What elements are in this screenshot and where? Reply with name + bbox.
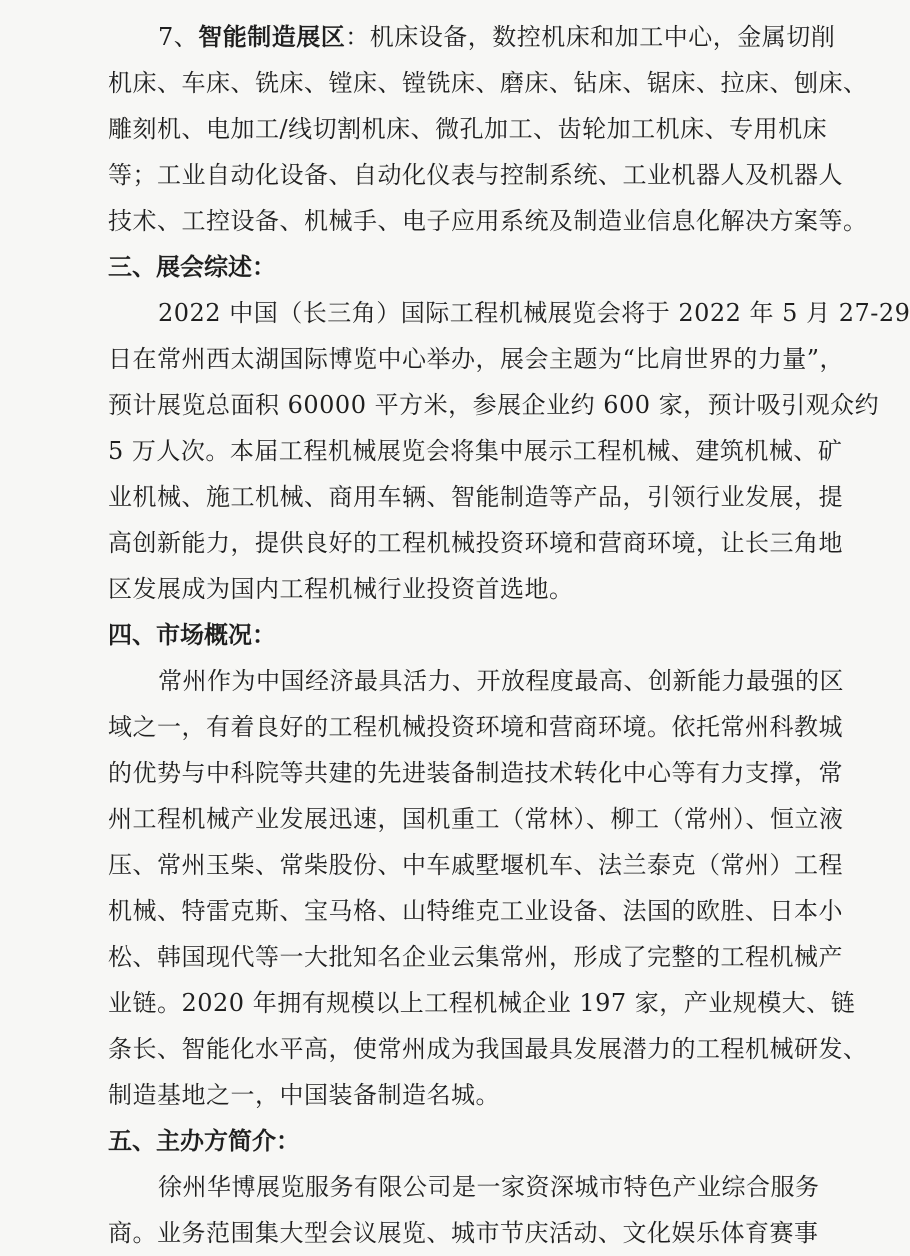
section-3-line: 日在常州西太湖国际博览中心举办，展会主题为“比肩世界的力量”， <box>108 345 845 373</box>
section-4-line: 松、韩国现代等一大批知名企业云集常州，形成了完整的工程机械产 <box>108 943 843 971</box>
section-4-line: 制造基地之一，中国装备制造名城。 <box>108 1081 500 1109</box>
section-4-line: 常州作为中国经济最具活力、开放程度最高、创新能力最强的区 <box>158 667 844 695</box>
section-3-line: 2022 中国（长三角）国际工程机械展览会将于 2022 年 5 月 27-29 <box>158 299 910 327</box>
item-7-first-line <box>108 14 836 60</box>
item-7-line: 雕刻机、电加工/线切割机床、微孔加工、齿轮加工机床、专用机床 <box>108 115 828 143</box>
section-4 <box>108 612 868 1118</box>
item-7-line-0: ：机床设备，数控机床和加工中心，金属切削 <box>345 23 836 51</box>
section-5-heading: 五、主办方简介： <box>108 1126 300 1155</box>
section-3 <box>108 244 910 612</box>
section-5 <box>108 1118 820 1256</box>
section-4-line: 域之一，有着良好的工程机械投资环境和营商环境。依托常州科教城 <box>108 713 843 741</box>
section-4-heading: 四、市场概况： <box>108 620 276 649</box>
section-3-line: 区发展成为国内工程机械行业投资首选地。 <box>108 575 574 603</box>
section-4-line: 机械、特雷克斯、宝马格、山特维克工业设备、法国的欧胜、日本小 <box>108 897 843 925</box>
section-4-line: 条长、智能化水平高，使常州成为我国最具发展潜力的工程机械研发、 <box>108 1035 868 1063</box>
section-4-line: 州工程机械产业发展迅速，国机重工（常林）、柳工（常州）、恒立液 <box>108 805 844 833</box>
section-5-line: 徐州华博展览服务有限公司是一家资深城市特色产业综合服务 <box>158 1173 820 1201</box>
item-7-line: 机床、车床、铣床、镗床、镗铣床、磨床、钻床、锯床、拉床、刨床、 <box>108 69 868 97</box>
section-3-line: 高创新能力，提供良好的工程机械投资环境和营商环境，让长三角地 <box>108 529 843 557</box>
section-3-line: 5 万人次。本届工程机械展览会将集中展示工程机械、建筑机械、矿 <box>108 437 843 465</box>
section-3-heading: 三、展会综述： <box>108 252 276 281</box>
section-5-line: 商。业务范围集大型会议展览、城市节庆活动、文化娱乐体育赛事 <box>108 1219 819 1247</box>
section-3-line: 预计展览总面积 60000 平方米，参展企业约 600 家，预计吸引观众约 <box>108 391 880 419</box>
item-7-block <box>108 14 868 244</box>
item-7-line: 等；工业自动化设备、自动化仪表与控制系统、工业机器人及机器人 <box>108 161 843 189</box>
item-7-line: 技术、工控设备、机械手、电子应用系统及制造业信息化解决方案等。 <box>108 207 868 235</box>
section-4-line: 压、常州玉柴、常柴股份、中车戚墅堰机车、法兰泰克（常州）工程 <box>108 851 843 879</box>
item-7-title: 智能制造展区 <box>198 22 346 51</box>
section-3-line: 业机械、施工机械、商用车辆、智能制造等产品，引领行业发展，提 <box>108 483 843 511</box>
section-4-line: 业链。2020 年拥有规模以上工程机械企业 197 家，产业规模大、链 <box>108 989 856 1017</box>
section-4-line: 的优势与中科院等共建的先进装备制造技术转化中心等有力支撑，常 <box>108 759 843 787</box>
item-7-number: 7、 <box>158 23 199 51</box>
